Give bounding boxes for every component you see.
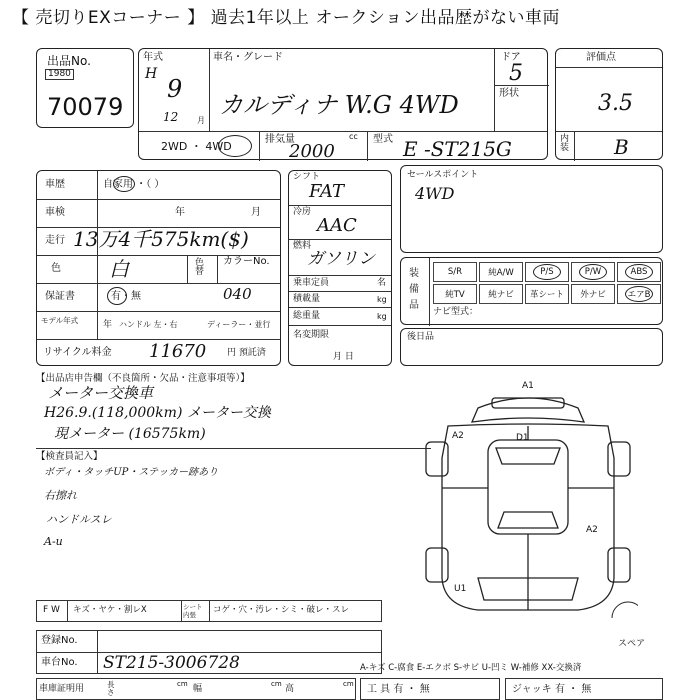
rating-box — [555, 48, 663, 160]
load-label: 積載量 — [293, 294, 321, 304]
displacement: 2000 — [289, 141, 335, 162]
model-month: 12 — [163, 110, 179, 124]
remarks-line-1: メーター交換車 — [48, 384, 154, 402]
month-unit: 月 — [197, 116, 205, 125]
shift-label: シフト — [293, 172, 321, 182]
equipment-circle-mark — [533, 264, 561, 280]
sales-point-label: セールスポイント — [407, 170, 479, 180]
warranty-label: 保証書 — [45, 291, 75, 302]
color-number: 040 — [223, 285, 252, 303]
drive-4wd-circle — [218, 135, 252, 157]
height-label: 高 — [285, 684, 295, 694]
model-code: E -ST215G — [403, 137, 512, 161]
damage-d1: D1 — [516, 433, 529, 443]
registration-label: 登録No. — [41, 635, 78, 646]
spare-tire-circle — [612, 602, 638, 618]
equipment-item: 純A/W — [479, 262, 523, 282]
inspection-year-unit: 年 — [175, 207, 185, 218]
equipment-circle-mark — [579, 264, 607, 280]
sales-point-box — [400, 165, 663, 253]
car-name-label: 車名・グレード — [213, 52, 283, 63]
auction-banner: 【 売切りEXコーナー 】 過去1年以上 オークション出品歴がない車両 — [12, 8, 560, 28]
fuel: ガソリン — [307, 249, 375, 269]
equipment-item: エアB — [617, 284, 661, 304]
jack-label: ジャッキ 有 ・ 無 — [512, 684, 592, 695]
length-label: 長さ — [107, 680, 115, 697]
color-no-label: カラーNo. — [223, 256, 270, 267]
fw-items: キズ・ヤケ・割レX — [73, 605, 147, 615]
history-box — [36, 170, 281, 366]
remarks-label: 【出品店申告欄（不良箇所・欠品・注意事項等）】 — [36, 373, 250, 384]
equipment-item: 純ナビ — [479, 284, 523, 304]
drive-type: 2WD ・ 4WD — [161, 140, 232, 153]
gross-label: 総重量 — [293, 311, 321, 321]
inspector-line-2: 右擦れ — [44, 489, 77, 502]
car-damage-diagram — [418, 378, 638, 618]
model-code-label: 型式 — [373, 134, 393, 145]
color-label: 色 — [51, 263, 61, 274]
seat-items: コゲ・穴・汚レ・シミ・破レ・スレ — [213, 605, 350, 615]
modelyear-unit: 年 — [103, 320, 113, 330]
equipment-item: P/S — [525, 262, 569, 282]
width-label: 幅 — [193, 684, 203, 694]
equipment-circle-mark — [625, 286, 653, 302]
tools-box — [360, 678, 500, 700]
ac-label: 冷房 — [293, 207, 312, 217]
capacity-label: 乗車定員 — [293, 278, 330, 288]
doors-label: ドア — [501, 52, 521, 63]
change-unit: 月 日 — [333, 352, 354, 362]
ac: AAC — [317, 215, 357, 236]
lot-box — [36, 48, 134, 128]
later-items-box — [400, 328, 663, 366]
era: H — [145, 66, 158, 82]
equipment-item: ABS — [617, 262, 661, 282]
equipment-item: P/W — [571, 262, 615, 282]
change-label: 名変期限 — [293, 330, 330, 340]
jack-box — [505, 678, 663, 700]
displacement-label: 排気量 — [265, 134, 295, 145]
chassis-label: 車台No. — [41, 657, 78, 668]
remarks-line-2: H26.9.(118,000km) メーター交換 — [44, 405, 271, 421]
equipment-item: S/R — [433, 262, 477, 282]
private-use-circle — [113, 176, 135, 192]
spare-label: スペア — [618, 639, 646, 649]
history-label: 車歴 — [45, 179, 65, 190]
shift: FAT — [309, 181, 344, 202]
damage-legend: A-キズ C-腐食 E-エクボ S-サビ U-凹ミ W-補修 XX-交換済 — [360, 663, 582, 673]
year-label: 年式 — [143, 52, 163, 63]
fuel-label: 燃料 — [293, 241, 312, 251]
handle-options: ハンドル 左・右 — [119, 320, 178, 329]
damage-a2-right: A2 — [586, 525, 598, 535]
later-items-label: 後日品 — [407, 332, 435, 342]
garage-cert-row — [36, 678, 356, 700]
modelyear-label: モデル年式 — [41, 316, 79, 325]
equipment-item: 純TV — [433, 284, 477, 304]
equipment-label: 装備品 — [409, 268, 419, 311]
vehicle-box — [138, 48, 548, 160]
mileage: 13万4千575km($) — [73, 227, 249, 251]
navi-model-label: ナビ型式： — [433, 307, 479, 317]
equipment-box — [400, 257, 663, 325]
history-options: 自家用 ・（ ） — [103, 179, 165, 190]
interior-grade: B — [614, 135, 629, 159]
lot-label: 出品No. — [47, 54, 91, 68]
inspector-line-1: ボディ・タッチUP・ステッカー跡あり — [44, 467, 219, 478]
specs-box — [288, 170, 392, 366]
tools-label: 工 具 有 ・ 無 — [367, 684, 430, 695]
gross-unit: kg — [377, 312, 387, 321]
inspector-label: 【検査員記入】 — [36, 451, 103, 462]
equipment-item: 革シート — [525, 284, 569, 304]
damage-u1: U1 — [454, 584, 467, 594]
width-unit: cm — [271, 680, 282, 688]
load-unit: kg — [377, 295, 387, 304]
color: 白 — [109, 257, 129, 281]
car-name: カルディナ W.G 4WD — [219, 91, 459, 119]
warranty-options: 有・無 — [111, 291, 141, 302]
color-change: 色替 — [195, 258, 205, 277]
equipment-circle-mark — [625, 264, 653, 280]
equipment-item: 外ナビ — [571, 284, 615, 304]
inspector-line-4: A-u — [44, 535, 63, 548]
fw-label: F W — [43, 605, 60, 615]
cc-label: cc — [349, 132, 358, 141]
lot-number: 70079 — [47, 93, 124, 121]
registration-block — [36, 630, 382, 674]
doors: 5 — [509, 61, 523, 86]
capacity-unit: 名 — [377, 278, 387, 288]
damage-a1: A1 — [522, 381, 534, 391]
inspection-month-unit: 月 — [251, 207, 261, 218]
interior-condition-row — [36, 600, 382, 622]
interior-label: 内装 — [560, 134, 570, 153]
remarks-line-3: 現メーター (16575km) — [54, 426, 206, 442]
length-unit: cm — [177, 680, 188, 688]
model-year: 9 — [167, 75, 183, 103]
shape-label: 形状 — [499, 88, 519, 99]
recycle-fee: 11670 — [149, 341, 207, 362]
rating-score: 3.5 — [598, 91, 633, 116]
inspection-label: 車検 — [45, 207, 65, 218]
garage-cert-label: 車庫証明用 — [39, 684, 85, 694]
recycle-unit: 円 預託済 — [227, 348, 266, 358]
rating-label: 評価点 — [586, 52, 616, 63]
dealer-options: ディーラー・並行 — [207, 320, 271, 329]
mileage-label: 走行 — [45, 235, 65, 246]
height-unit: cm — [343, 680, 354, 688]
recycle-label: リサイクル料金 — [43, 347, 112, 358]
inspector-line-3: ハンドルスレ — [46, 513, 112, 526]
warranty-yes-circle — [107, 287, 127, 305]
chassis-number: ST215-3006728 — [103, 653, 240, 673]
damage-a2-left: A2 — [452, 431, 464, 441]
lot-stamp: 1980 — [45, 69, 74, 80]
sales-point: 4WD — [415, 184, 455, 203]
seat-label: シート内張 — [183, 603, 203, 619]
